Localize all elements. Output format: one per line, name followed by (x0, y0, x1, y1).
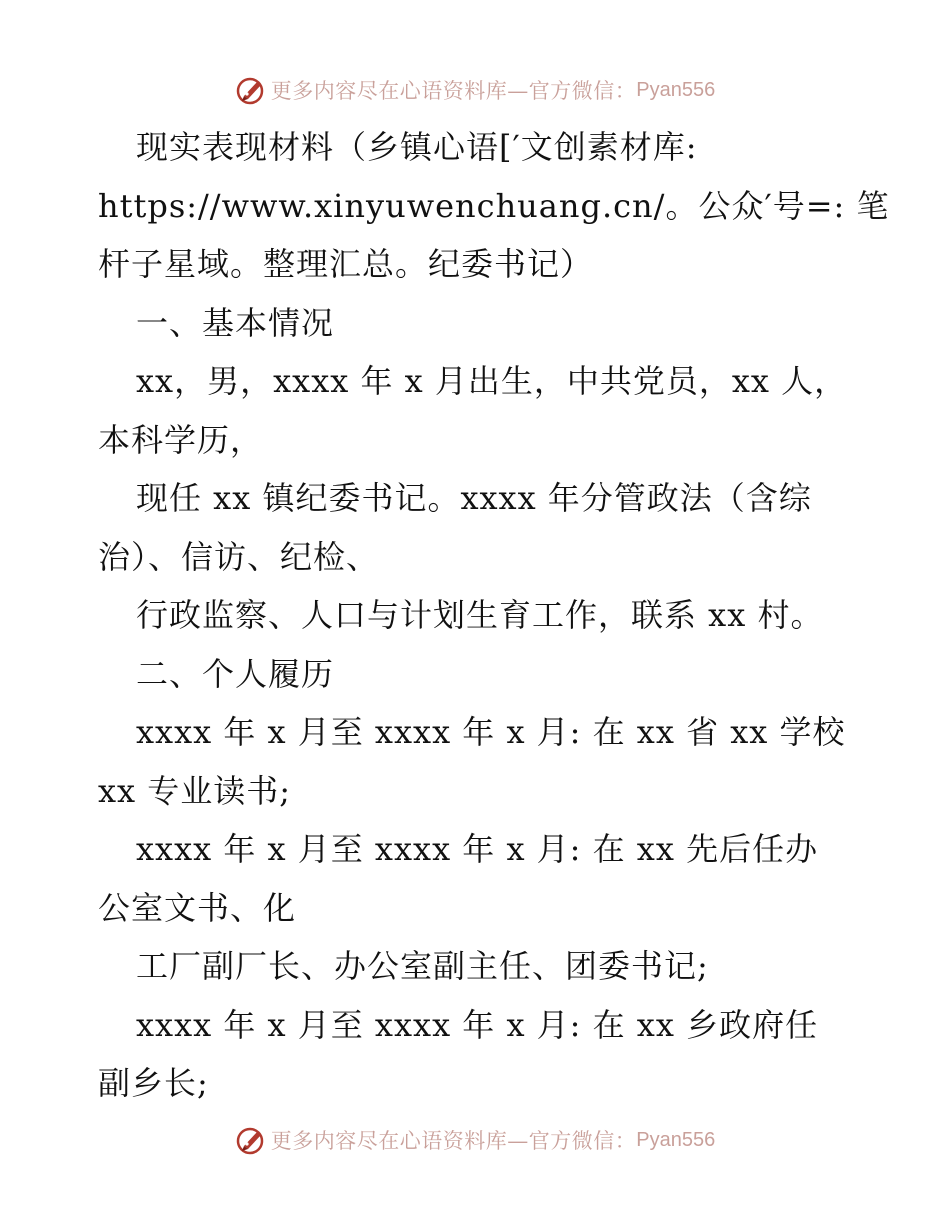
text-line: 现任 xx 镇纪委书记。xxxx 年分管政法（含综 (136, 479, 812, 517)
text-line: 现实表现材料（乡镇心语[′文创素材库: (136, 128, 698, 166)
text-line: xxxx 年 x 月至 xxxx 年 x 月: 在 xx 先后任办 (136, 830, 819, 868)
text-line: 副乡长; (98, 1064, 209, 1102)
text-line: 治）、信访、纪检、 (98, 537, 380, 576)
text-line: 本科学历， (98, 420, 264, 459)
text-line: xxxx 年 x 月至 xxxx 年 x 月: 在 xx 乡政府任 (136, 1005, 819, 1044)
text-line: 一、基本情况 (136, 303, 335, 342)
text-line: xx，男，xxxx 年 x 月出生，中共党员，xx 人， (136, 362, 848, 400)
text-line: 行政监察、人口与计划生育工作，联系 xx 村。 (136, 596, 824, 634)
watermark-wechat-id: Pyan556 (636, 1128, 716, 1151)
watermark-text: 更多内容尽在心语资料库—官方微信： (270, 79, 637, 103)
watermark-wechat-id: Pyan556 (636, 78, 716, 101)
pen-logo-icon (235, 74, 267, 106)
text-line: 公室文书、化 (98, 888, 297, 927)
text-line: 工厂副厂长、办公室副主任、团委书记; (136, 947, 709, 985)
header-watermark (0, 70, 950, 110)
pen-logo-icon (235, 1124, 267, 1156)
document-body (98, 118, 890, 1113)
footer-watermark (0, 1120, 950, 1160)
text-line: 杆子星域。整理汇总。纪委书记） (98, 245, 594, 283)
text-line: 二、个人履历 (136, 654, 335, 693)
text-line: https://www.xinyuwenchuang.cn/。公众′号=: 笔 (98, 186, 890, 225)
text-line: xxxx 年 x 月至 xxxx 年 x 月: 在 xx 省 xx 学校 (136, 713, 846, 751)
watermark-text: 更多内容尽在心语资料库—官方微信： (270, 1129, 637, 1153)
text-line: xx 专业读书; (98, 771, 292, 810)
